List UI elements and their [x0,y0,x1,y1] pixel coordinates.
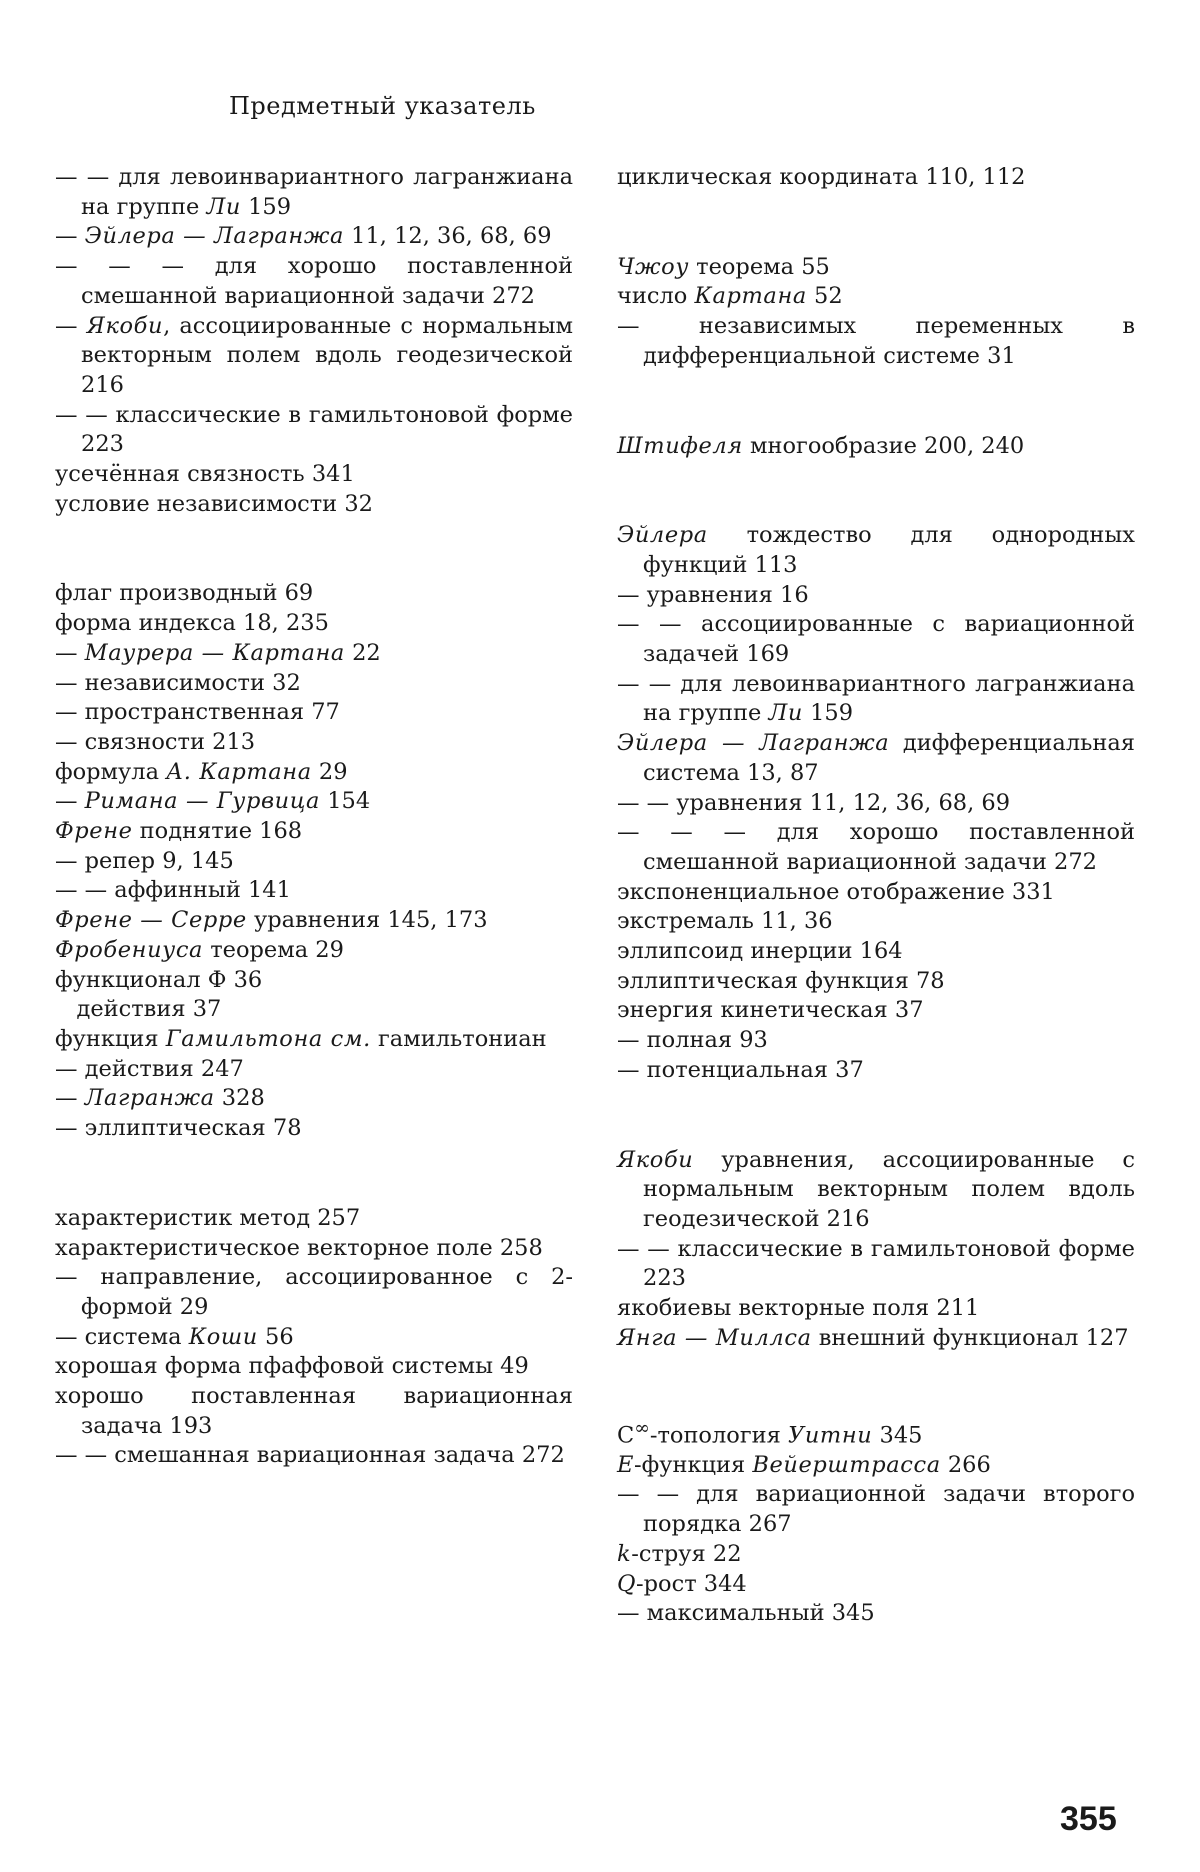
index-entry [55,460,573,490]
index-entry-italic: Эйлера [617,522,708,549]
index-entry-text: -рост 344 [636,1570,747,1597]
index-entry-text: -струя 22 [631,1540,742,1567]
index-entry-italic: Френе [55,818,133,845]
index-entry [55,787,573,817]
index-entry-text: — [55,788,85,815]
index-entry-text: — направление, ассоциированное с 2-формой 29 [55,1264,573,1320]
index-entry-italic: Ли [206,193,241,220]
index-entry [55,906,573,936]
index-entry [617,996,1135,1026]
index-entry [617,1324,1135,1354]
index-entry-text: функция [55,1025,166,1052]
index-entry-text: 159 [802,700,854,727]
index-entry-text: — — аффинный 141 [55,877,291,904]
index-entry-text: тождество для однородных функций 113 [643,522,1143,578]
index-entry [617,729,1143,788]
index-entry [55,728,573,758]
index-gap [55,1144,573,1204]
index-entry-text: 29 [311,758,348,785]
index-entry [617,163,1135,193]
index-entry-text: число [617,283,695,310]
index-entry-text: — — для левоинвариантного лагранжиана на группе [617,670,1143,727]
index-entry-text: ∞ [634,1417,650,1439]
index-entry [617,610,1143,669]
index-entry-text: условие независимости 32 [55,490,373,517]
index-entry-text: — независимых переменных в дифференциальной системе 31 [617,313,1143,369]
index-entry [617,818,1143,877]
index-entry-italic: E [617,1451,635,1478]
index-entry [55,698,573,728]
index-entry-italic: Гамильтона см. [165,1025,371,1052]
index-entry [55,1441,573,1471]
index-entry-text: характеристик метод 257 [55,1204,361,1231]
index-entry [55,609,573,639]
index-entry-text: эллипсоид инерции 164 [617,938,903,965]
index-gap [617,461,1135,521]
index-entry-text: функционал Ф 36 [55,966,263,993]
index-entry-text: уравнения, ассоциированные с нормальным векторным полем вдоль геодезической 216 [643,1146,1143,1232]
index-entry [55,1234,573,1264]
index-entry-italic: k [617,1540,632,1567]
index-gap [617,372,1135,432]
index-entry-text: 56 [257,1323,294,1350]
index-entry-text: многообразие 200, 240 [742,432,1025,459]
index-entry [55,1352,573,1382]
index-entry-italic: Лагранжа [84,1085,215,1112]
index-entry-text: — [55,639,85,666]
index-entry [55,163,581,222]
index-entry-text: 154 [320,788,371,815]
index-entry [55,669,573,699]
index-entry-italic: Фробениуса [55,936,204,963]
index-entry-text: гамильтониан [370,1025,547,1052]
index-entry [55,579,573,609]
index-entry [55,936,573,966]
index-entry [617,878,1135,908]
index-entry-text: 328 [214,1085,265,1112]
index-entry-text: якобиевы векторные поля 211 [617,1295,980,1322]
index-entry [55,995,573,1025]
index-entry-text: 22 [344,639,381,666]
index-entry [55,1084,573,1114]
index-entry-text: — система [55,1323,189,1350]
index-entry [55,252,581,311]
index-entry-text: — полная 93 [617,1027,768,1054]
index-entry [617,937,1135,967]
index-entry [55,966,573,996]
index-entry-text: хорошо поставленная вариационная задача 193 [55,1383,581,1439]
index-entry [617,253,1135,283]
index-entry-text: 52 [806,283,843,310]
index-entry-italic: Штифеля [617,432,743,459]
index-entry-text: — эллиптическая 78 [55,1115,302,1142]
index-entry [617,1235,1143,1294]
index-entry-italic: Маурера — Картана [84,639,345,666]
index-gap [617,193,1135,253]
page-number: 355 [1060,1800,1117,1838]
index-entry-italic: Q [617,1570,637,1597]
index-entry-text: — репер 9, 145 [55,847,234,874]
index-entry-text: — — смешанная вариационная задача 272 [55,1442,565,1469]
index-entry-italic: Вейерштрасса [752,1451,941,1478]
index-entry [55,758,573,788]
index-entry-text: — [55,312,87,339]
index-gap [617,1086,1135,1146]
index-entry-italic: Якоби [617,1146,694,1173]
index-entry [55,1323,573,1353]
index-entry [617,907,1135,937]
index-entry-italic: Коши [188,1323,258,1350]
index-column-left [55,163,581,1471]
index-column-right [617,163,1143,1629]
index-entry-italic: Уитни [787,1422,873,1448]
index-entry-text: , ассоциированные с нормальным векторным полем вдоль геодезической 216 [81,312,581,398]
index-entry-text: 159 [240,193,292,220]
index-entry [617,1294,1135,1324]
page-title: Предметный указатель [229,92,536,120]
index-entry-text: 11, 12, 36, 68, 69 [344,223,552,250]
index-entry-text: форма индекса 18, 235 [55,610,329,637]
index-entry-text: — — классические в гамильтоновой форме 223 [617,1235,1143,1292]
index-entry-text: дифференциальная система 13, 87 [643,730,1143,786]
index-entry-text: 345 [872,1422,923,1448]
index-entry [55,876,573,906]
index-entry [617,1599,1135,1629]
index-entry-text: — независимости 32 [55,669,301,696]
index-gap [617,1354,1135,1414]
index-entry [617,282,1135,312]
index-entry-text: экстремаль 11, 36 [617,908,833,935]
index-entry-italic: Эйлера — Лагранжа [617,730,890,757]
index-entry [617,1570,1135,1600]
index-entry [55,401,581,460]
index-entry-text: — [55,1085,85,1112]
index-entry-text: -топология [649,1422,788,1448]
index-entry-text: теорема 29 [203,936,344,963]
index-entry-text: — [55,223,85,250]
index-entry-text: усечённая связность 341 [55,461,355,488]
index-entry-italic: Картана [694,283,807,310]
index-entry-text: эллиптическая функция 78 [617,967,945,994]
index-entry-text: — уравнения 16 [617,581,809,608]
index-entry-text: — потенциальная 37 [617,1056,864,1083]
index-entry-text: — связности 213 [55,728,256,755]
index-entry [55,1055,573,1085]
index-entry-italic: Ли [768,700,803,727]
index-entry-text: экспоненциальное отображение 331 [617,878,1055,905]
index-entry [617,1540,1135,1570]
index-entry-italic: Френе — Серре [55,907,247,934]
index-entry [617,789,1135,819]
index-entry-text: поднятие 168 [132,818,303,845]
index-entry-text: -функция [634,1451,753,1478]
index-entry [55,1025,573,1055]
index-gap [55,519,573,579]
index-entry [617,1480,1143,1539]
index-entry-text: действия 37 [55,996,222,1023]
index-entry-text: формула [55,758,167,785]
index-entry [617,1026,1135,1056]
index-entry-text: внешний функционал 127 [811,1324,1129,1351]
index-entry [617,967,1135,997]
index-entry [55,490,573,520]
index-entry-text: теорема 55 [688,253,830,280]
index-entry [617,312,1143,371]
index-entry-text: флаг производный 69 [55,580,314,607]
index-entry-text: — — для левоинвариантного лагранжиана на группе [55,164,581,220]
index-entry-italic: Римана — Гурвица [84,788,321,815]
index-entry [617,1451,1135,1481]
index-entry-italic: Янга — Миллса [617,1324,812,1351]
index-entry-text: характеристическое векторное поле 258 [55,1234,543,1261]
index-entry [617,1414,1135,1451]
index-entry [55,1263,573,1322]
index-entry-text: — — ассоциированные с вариационной задачей 169 [617,611,1143,668]
index-entry [55,817,573,847]
index-entry [617,581,1135,611]
index-entry [55,639,573,669]
index-entry-text: уравнения 145, 173 [246,907,488,934]
index-entry-text: — — — для хорошо поставленной смешанной вариационной задачи 272 [55,253,581,309]
index-entry-text: циклическая координата 110, 112 [617,164,1026,190]
index-entry [617,670,1143,729]
index-entry-italic: Эйлера — Лагранжа [84,223,345,250]
index-entry [617,1056,1135,1086]
index-entry-text: — максимальный 345 [617,1600,875,1627]
index-entry-text: C [617,1422,635,1448]
index-entry-text: — — классические в гамильтоновой форме 223 [55,401,581,458]
index-entry-text: хорошая форма пфаффовой системы 49 [55,1353,529,1380]
index-entry-text: — действия 247 [55,1055,244,1082]
index-entry-text: — — уравнения 11, 12, 36, 68, 69 [617,789,1011,816]
index-entry [55,312,581,401]
index-entry [617,432,1135,462]
index-entry-text: — — для вариационной задачи второго порядка 267 [617,1481,1143,1538]
index-entry [55,1382,581,1441]
index-entry [55,847,573,877]
index-entry-italic: Чжоу [617,253,689,280]
index-entry-text: энергия кинетическая 37 [617,997,924,1024]
index-entry-italic: А. Картана [166,758,312,785]
index-entry [617,521,1143,580]
index-entry-text: — — — для хорошо поставленной смешанной вариационной задачи 272 [617,819,1143,875]
index-entry-italic: Якоби [86,312,164,339]
index-entry-text: — пространственная 77 [55,699,340,726]
index-entry [55,1114,573,1144]
index-entry [617,1146,1143,1235]
index-entry [55,1204,573,1234]
index-entry [55,222,573,252]
index-entry-text: 266 [940,1451,991,1478]
